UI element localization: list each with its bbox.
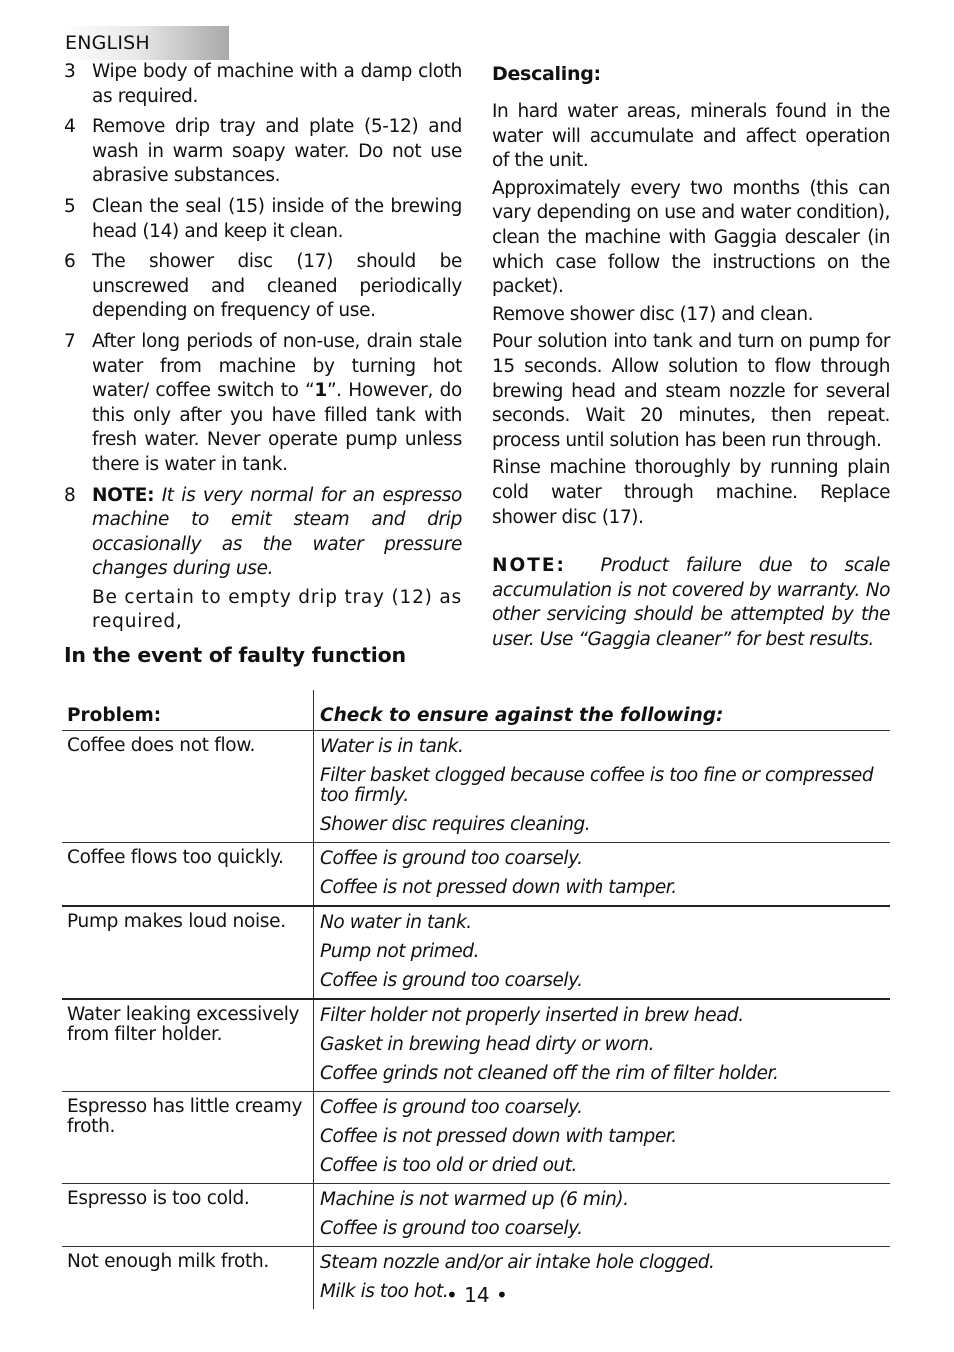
table-row	[62, 843, 890, 907]
faults-section-title: In the event of faulty function	[64, 643, 406, 667]
note-text: It is very normal for an espresso machine to emit steam and drip occasionally as the water pressure changes during use.	[92, 484, 463, 580]
cleaning-steps-column	[64, 60, 462, 641]
step-number: 3	[64, 61, 76, 82]
page-number: • 14 •	[446, 1283, 508, 1307]
table-header-row	[62, 690, 890, 731]
check-item: No water in tank.	[320, 912, 472, 933]
checks-cell	[314, 1184, 891, 1247]
check-item: Filter holder not properly inserted in brew head.	[320, 1005, 744, 1026]
cleaning-steps-list	[64, 60, 462, 635]
switch-position: 1	[314, 380, 327, 402]
step-text-before: After long periods of non-use, drain stale water from machine by turning hot water/ coffee switch to “	[92, 330, 462, 402]
descaling-title: Descaling:	[492, 63, 601, 85]
check-column-header: Check to ensure against the following:	[314, 690, 891, 731]
check-item: Shower disc requires cleaning.	[320, 814, 591, 835]
note-label: NOTE:	[492, 555, 566, 577]
problem-column-header: Problem:	[62, 690, 314, 731]
cleaning-step	[64, 60, 462, 109]
problem-cell: Not enough milk froth.	[67, 1251, 269, 1272]
problem-cell: Espresso is too cold.	[62, 1184, 314, 1247]
step-text: The shower disc (17) should be unscrewed and cleaned periodically depending on frequency of use.	[92, 251, 462, 322]
language-tag: ENGLISH	[62, 26, 229, 60]
cleaning-step	[64, 250, 462, 324]
check-item: Filter basket clogged because coffee is too fine or compressed too firmly.	[320, 765, 874, 806]
descaling-paragraph: Approximately every two months (this can vary depending on use and water condition), clean the machine with Gaggia descaler (in which case follow the instructions on the packet).	[492, 177, 890, 298]
step-text-after: ”. However, do this only after you have filled tank with fresh water. Never operate pump unless there is water in tank.	[92, 380, 462, 475]
check-item: Machine is not warmed up (6 min).	[320, 1189, 629, 1210]
table-row	[62, 1092, 890, 1184]
note-text: Product failure due to scale accumulation is not covered by warranty. No other servicing should be attempted by the user. Use “Gaggia cleaner” for best results.	[492, 555, 890, 650]
step-number: 5	[64, 195, 76, 217]
descaling-paragraph: Pour solution into tank and turn on pump for 15 seconds. Allow solution to flow through brewing head and steam nozzle for several seconds. Wait 20 minutes, then repeat. process until solution has been run through.	[492, 331, 890, 451]
descaling-column	[492, 60, 890, 652]
cleaning-step	[64, 330, 462, 478]
checks-cell	[314, 731, 891, 843]
table-row	[62, 906, 890, 999]
check-item: Coffee is not pressed down with tamper.	[320, 877, 677, 898]
check-item: Milk is too hot.	[320, 1281, 449, 1302]
checks-cell	[314, 1247, 891, 1310]
cleaning-step	[64, 115, 462, 189]
check-item: Gasket in brewing head dirty or worn.	[320, 1034, 655, 1055]
checks-cell	[314, 1092, 891, 1184]
step-number: 8	[64, 484, 76, 506]
check-item: Coffee is ground too coarsely.	[320, 1097, 583, 1118]
cleaning-step	[64, 195, 462, 244]
problem-cell: Pump makes loud noise.	[62, 906, 314, 999]
step-number: 6	[64, 251, 76, 273]
check-item: Water is in tank.	[320, 736, 464, 757]
step-number: 4	[64, 116, 76, 138]
check-item: Coffee is ground too coarsely.	[320, 1218, 583, 1239]
problem-cell: Espresso has little creamy froth.	[62, 1092, 314, 1184]
check-item: Coffee is ground too coarsely.	[320, 970, 583, 991]
warranty-note	[492, 554, 890, 652]
problem-cell: Coffee flows too quickly.	[62, 843, 314, 907]
step-text: Clean the seal (15) inside of the brewing head (14) and keep it clean.	[92, 195, 462, 242]
check-item: Coffee is too old or dried out.	[320, 1155, 577, 1176]
step-number: 7	[64, 330, 76, 352]
step-text: Wipe body of machine with a damp cloth as required.	[92, 61, 462, 107]
descaling-paragraph: Remove shower disc (17) and clean.	[492, 303, 814, 325]
table-row	[62, 731, 890, 843]
check-item: Coffee is ground too coarsely.	[320, 848, 583, 869]
step-text: Remove drip tray and plate (5-12) and wash in warm soapy water. Do not use abrasive substances.	[92, 116, 462, 187]
checks-cell	[314, 999, 891, 1092]
table-row	[62, 999, 890, 1092]
note-label: NOTE:	[92, 484, 155, 506]
descaling-paragraph: Rinse machine thoroughly by running plain cold water through machine. Replace shower disc (17).	[492, 457, 890, 528]
drip-tray-reminder: Be certain to empty drip tray (12) as required,	[92, 586, 462, 633]
troubleshooting-table	[62, 690, 890, 1309]
table-row	[62, 1184, 890, 1247]
problem-cell: Coffee does not flow.	[62, 731, 314, 843]
problem-cell: Water leaking excessively from filter holder.	[62, 999, 314, 1092]
check-item: Coffee is not pressed down with tamper.	[320, 1126, 677, 1147]
check-item: Steam nozzle and/or air intake hole clogged.	[320, 1252, 715, 1273]
checks-cell	[314, 843, 891, 907]
check-item: Coffee grinds not cleaned off the rim of filter holder.	[320, 1063, 779, 1084]
checks-cell	[314, 906, 891, 999]
descaling-paragraph: In hard water areas, minerals found in the water will accumulate and affect operation of the unit.	[492, 101, 890, 172]
cleaning-step	[64, 484, 462, 636]
check-item: Pump not primed.	[320, 941, 480, 962]
